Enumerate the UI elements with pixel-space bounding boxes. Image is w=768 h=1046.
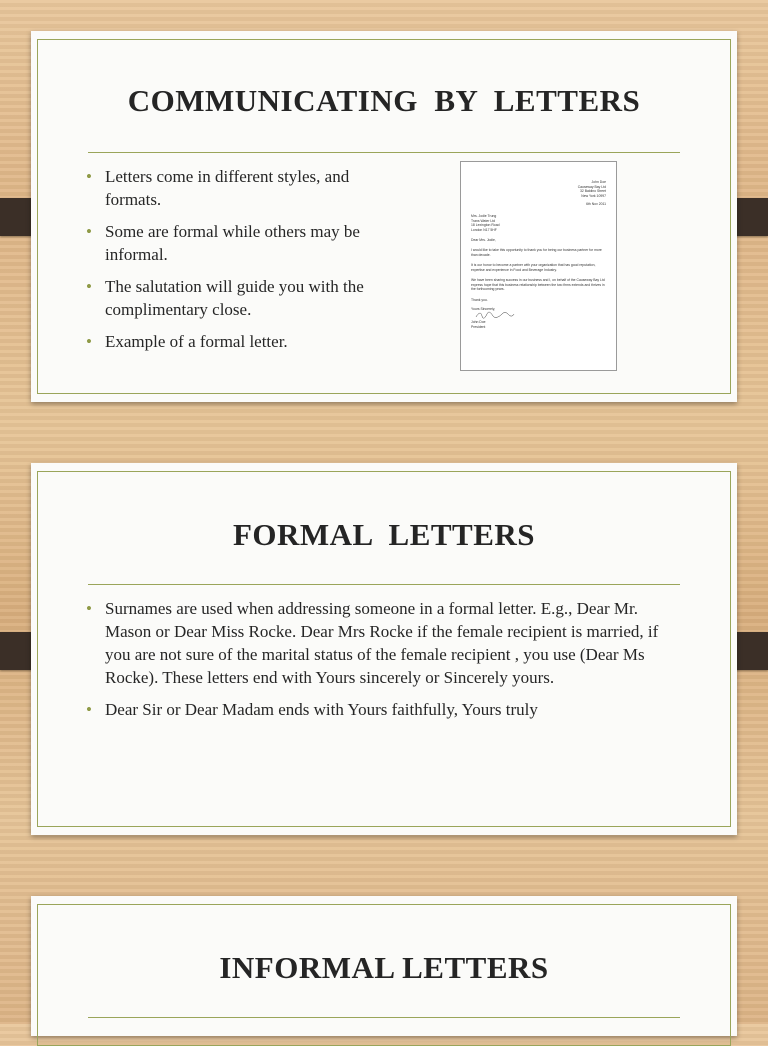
bullet-icon: • xyxy=(86,700,92,719)
letter-closing: Yours Sincerely, xyxy=(471,307,496,311)
letter-recipient-line: Trans Water Ltd xyxy=(471,218,496,223)
slide-communicating-by-letters[interactable] xyxy=(31,31,737,402)
example-letter-image xyxy=(460,161,617,371)
title-divider xyxy=(88,1017,680,1018)
letter-thanks: Thank you. xyxy=(471,298,488,302)
bullet-item xyxy=(86,330,386,353)
letter-paragraph: I would like to take this opportunity to thank you for being our business partner for more than decade. xyxy=(471,248,602,257)
letter-sender-line: John Doe xyxy=(591,180,606,184)
slide-title: INFORMAL LETTERS xyxy=(219,950,549,985)
letter-signature-name: John Doe xyxy=(471,320,486,324)
bullet-text: The salutation will guide you with the complimentary close. xyxy=(105,277,364,319)
letter-paragraph: We have been sharing success in our business and I, on behalf of the Causeway Bay Ltd express hope that this business relationship between the two firms extends and thrives in the forthcoming years. xyxy=(471,278,605,292)
bullet-icon: • xyxy=(86,222,92,241)
bullet-icon: • xyxy=(86,277,92,296)
bullet-list xyxy=(86,165,386,362)
bullet-item xyxy=(86,597,686,689)
letter-recipient-line: London N17 5HF xyxy=(471,227,497,232)
letter-recipient-block xyxy=(471,214,606,232)
bullet-text: Dear Sir or Dear Madam ends with Yours faithfully, Yours truly xyxy=(105,700,538,719)
letter-sender-line: Causeway Bay Ltd xyxy=(577,184,606,189)
bullet-item xyxy=(86,698,686,721)
bullet-icon: • xyxy=(86,167,92,186)
title-divider xyxy=(88,152,680,153)
letter-recipient-line: Mrs. Jodie Trung xyxy=(471,214,497,218)
slide-informal-letters[interactable] xyxy=(31,896,737,1036)
letter-date: 6th Nov 2011 xyxy=(586,202,606,207)
letter-sender-line: New York 10997 xyxy=(581,193,606,198)
letter-sender-line: 32 Baldino Street xyxy=(579,189,606,194)
bullet-text: Surnames are used when addressing someone in a formal letter. E.g., Dear Mr. Mason or Dear Miss Rocke. Dear Mrs Rocke if the female recipient is married, if you are not sure of the marital status of the female recipient , you use (Dear Ms Rocke). These letters end with Yours sincerely or Sincerely yours. xyxy=(105,599,659,687)
letter-salutation: Dear Mrs. Jodie, xyxy=(471,238,496,242)
letter-paragraph: It is our honor to become a partner with your organization that has good reputation, expertise and experience in Food and Beverage Industry. xyxy=(471,263,596,272)
title-divider xyxy=(88,584,680,585)
bullet-icon: • xyxy=(86,599,92,618)
bullet-text: Some are formal while others may be informal. xyxy=(105,222,360,264)
bullet-item xyxy=(86,275,386,321)
bullet-text: Letters come in different styles, and formats. xyxy=(105,167,350,209)
letter-recipient-line: 18 Lexington Road xyxy=(471,223,500,228)
signature-icon xyxy=(475,311,515,319)
bullet-item xyxy=(86,165,386,211)
slide-title: FORMAL LETTERS xyxy=(232,517,536,552)
slide-title: COMMUNICATING BY LETTERS xyxy=(127,83,641,118)
bullet-list xyxy=(86,597,686,730)
letter-signature-block xyxy=(471,320,606,329)
slide-formal-letters[interactable] xyxy=(31,463,737,835)
letter-signature-title: President xyxy=(471,324,486,329)
bullet-text: Example of a formal letter. xyxy=(105,332,288,351)
bullet-item xyxy=(86,220,386,266)
letter-sender-block xyxy=(578,180,606,207)
bullet-icon: • xyxy=(86,332,92,351)
